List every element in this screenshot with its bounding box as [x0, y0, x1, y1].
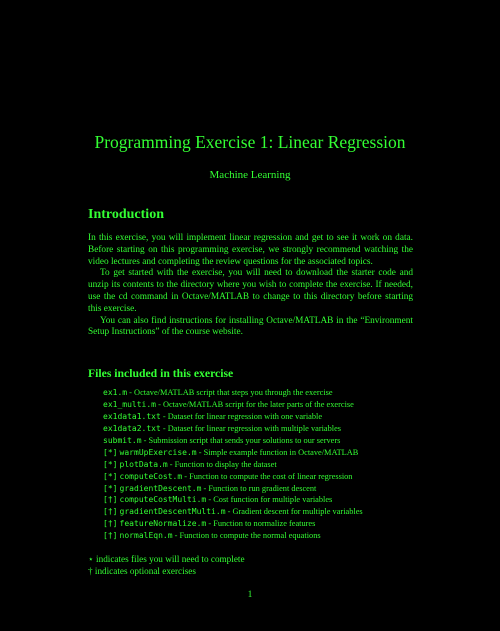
file-separator: - — [225, 507, 233, 517]
file-item — [103, 399, 423, 411]
file-name: plotData.m — [119, 459, 168, 469]
note-complete: ⋆ indicates files you will need to complete — [88, 554, 245, 564]
file-separator: - — [141, 435, 149, 445]
file-separator: - — [201, 483, 209, 493]
file-separator: - — [196, 447, 204, 457]
file-item — [103, 459, 423, 471]
file-description: Cost function for multiple variables — [213, 495, 333, 505]
file-description: Function to run gradient descent — [208, 483, 317, 493]
file-marker: [†] — [103, 519, 118, 529]
file-name: warmUpExercise.m — [119, 447, 197, 457]
file-separator: - — [167, 459, 175, 469]
file-item — [103, 483, 423, 495]
file-description: Submission script that sends your solutions to our servers — [148, 435, 341, 445]
file-item — [103, 387, 423, 399]
file-item — [103, 471, 423, 483]
file-separator: - — [206, 519, 214, 529]
file-name: computeCostMulti.m — [119, 495, 207, 505]
file-separator: - — [182, 471, 190, 481]
file-name: ex1_multi.m — [103, 399, 156, 409]
file-item — [103, 530, 423, 542]
file-item — [103, 518, 423, 530]
introduction-body — [88, 233, 413, 339]
page-number: 1 — [247, 590, 253, 600]
file-separator: - — [127, 388, 135, 397]
document-subtitle: Machine Learning — [209, 169, 291, 181]
file-item — [103, 423, 423, 435]
note-optional: † indicates optional exercises — [88, 566, 196, 576]
file-list — [103, 387, 423, 542]
file-marker: [†] — [103, 507, 118, 517]
document-title: Programming Exercise 1: Linear Regression — [94, 132, 406, 152]
file-marker: [*] — [103, 483, 118, 493]
file-description: Simple example function in Octave/MATLAB — [203, 447, 359, 457]
file-separator: - — [160, 411, 168, 421]
file-name: ex1.m — [103, 388, 128, 397]
file-description: Function to compute the normal equations — [179, 531, 321, 541]
intro-paragraph: You can also find instructions for installing Octave/MATLAB in the “Environment Setup Instructions” of the course website. — [88, 315, 413, 338]
file-name: submit.m — [103, 435, 142, 445]
file-item — [103, 494, 423, 506]
file-item — [103, 435, 423, 447]
file-separator: - — [172, 531, 180, 541]
file-marker: [†] — [103, 531, 118, 541]
file-item — [103, 411, 423, 423]
file-item — [103, 506, 423, 518]
intro-paragraph: In this exercise, you will implement linear regression and get to see it work on data. Before starting on this programming exercise, we strongly recommend watching the video lectures and completing the review questions for the associated topics. — [88, 233, 413, 267]
file-description: Dataset for linear regression with one variable — [167, 411, 323, 421]
file-description: Function to display the dataset — [174, 459, 277, 469]
file-name: normalEqn.m — [119, 531, 173, 541]
file-description: Function to compute the cost of linear regression — [189, 471, 353, 481]
file-name: gradientDescentMulti.m — [119, 507, 226, 517]
file-marker: [†] — [103, 495, 118, 505]
file-description: Function to normalize features — [213, 519, 316, 529]
file-name: featureNormalize.m — [119, 519, 207, 529]
intro-paragraph: To get started with the exercise, you will need to download the starter code and unzip its contents to the directory where you wish to complete the exercise. If needed, use the cd command in Octave/MATLAB to change to this directory before starting this exercise. — [88, 268, 413, 314]
introduction-heading: Introduction — [88, 207, 164, 222]
file-name: computeCost.m — [119, 471, 183, 481]
file-description: Octave/MATLAB script that steps you through the exercise — [134, 388, 333, 397]
file-separator: - — [160, 423, 168, 433]
legend-notes — [88, 553, 245, 577]
files-heading: Files included in this exercise — [88, 367, 234, 380]
file-description: Dataset for linear regression with multiple variables — [167, 423, 342, 433]
file-name: ex1data1.txt — [103, 411, 161, 421]
file-marker: [*] — [103, 471, 118, 481]
file-item — [103, 447, 423, 459]
file-name: ex1data2.txt — [103, 423, 161, 433]
file-separator: - — [155, 399, 163, 409]
file-marker: [*] — [103, 447, 118, 457]
file-description: Gradient descent for multiple variables — [232, 507, 363, 517]
file-separator: - — [206, 495, 214, 505]
file-marker: [*] — [103, 459, 118, 469]
file-name: gradientDescent.m — [119, 483, 202, 493]
file-description: Octave/MATLAB script for the later parts of the exercise — [162, 399, 354, 409]
